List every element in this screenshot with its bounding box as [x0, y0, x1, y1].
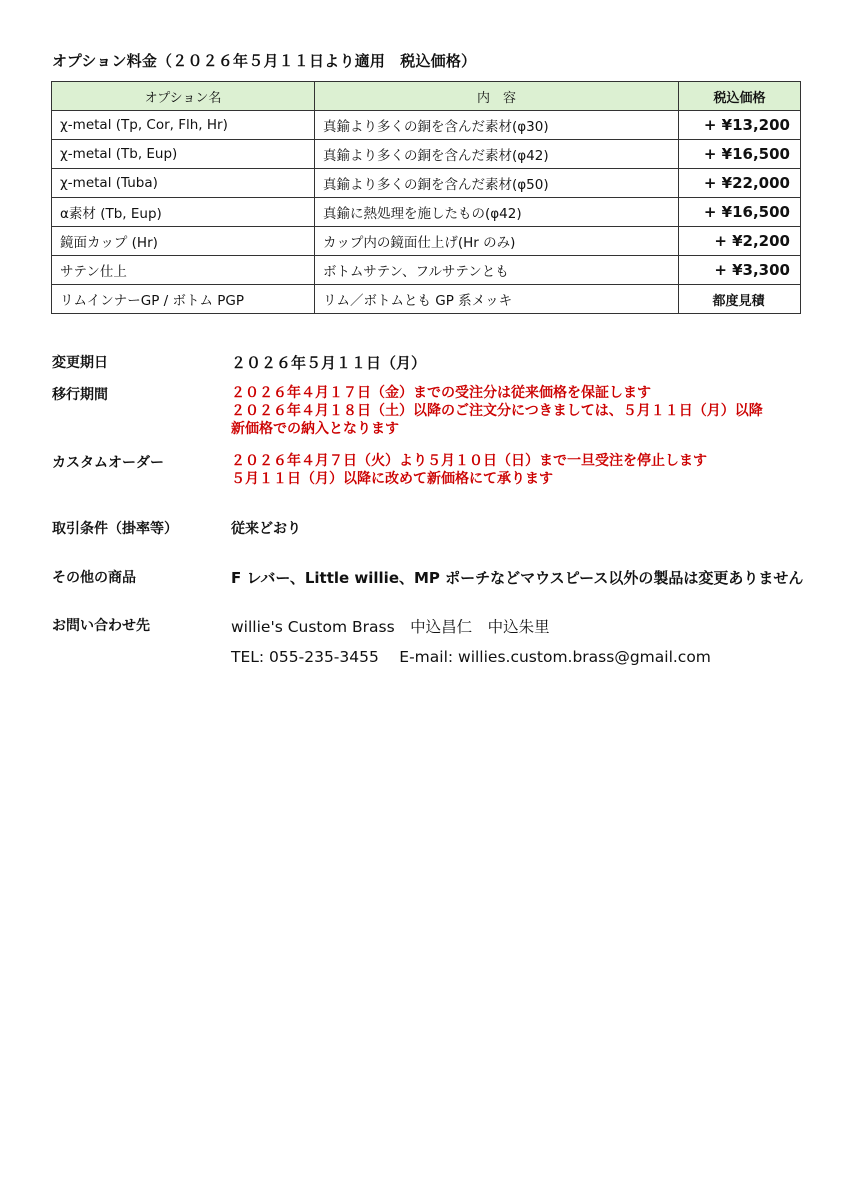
table-row — [52, 256, 801, 285]
transition-line-1: ２０２６年４月１７日（金）までの受注分は従来価格を保証します — [231, 385, 651, 401]
option-price-cell: + ¥13,200 — [679, 111, 801, 140]
table-row — [52, 169, 801, 198]
transition-label: 移行期間 — [52, 387, 108, 403]
other-products-value: F レバー、Little willie、MP ポーチなどマウスピース以外の製品は変更ありません — [231, 569, 804, 587]
change-date-value: ２０２６年５月１１日（月） — [231, 354, 427, 372]
table-row — [52, 198, 801, 227]
table-row — [52, 140, 801, 169]
other-products-label: その他の商品 — [52, 570, 136, 586]
option-desc-cell: 真鍮より多くの銅を含んだ素材(φ30) — [315, 111, 679, 140]
option-name-cell: χ-metal (Tb, Eup) — [52, 140, 315, 169]
trade-terms-label: 取引条件（掛率等） — [52, 521, 178, 537]
header-content: 内 容 — [315, 82, 679, 111]
option-desc-cell: カップ内の鏡面仕上げ(Hr のみ) — [315, 227, 679, 256]
option-desc-cell: 真鍮に熱処理を施したもの(φ42) — [315, 198, 679, 227]
option-name-cell: χ-metal (Tp, Cor, Flh, Hr) — [52, 111, 315, 140]
option-name-cell: χ-metal (Tuba) — [52, 169, 315, 198]
option-desc-cell: 真鍮より多くの銅を含んだ素材(φ50) — [315, 169, 679, 198]
table-header-row — [52, 82, 801, 111]
transition-line-2: ２０２６年４月１８日（土）以降のご注文分につきましては、５月１１日（月）以降 — [231, 403, 763, 419]
header-price: 税込価格 — [679, 82, 801, 111]
option-price-table — [51, 81, 801, 314]
option-name-cell: サテン仕上 — [52, 256, 315, 285]
table-row — [52, 285, 801, 314]
option-desc-cell: 真鍮より多くの銅を含んだ素材(φ42) — [315, 140, 679, 169]
change-date-label: 変更期日 — [52, 355, 108, 371]
option-price-cell: + ¥3,300 — [679, 256, 801, 285]
transition-line-3: 新価格での納入となります — [231, 421, 399, 437]
option-desc-cell: ボトムサテン、フルサテンとも — [315, 256, 679, 285]
option-price-cell: + ¥2,200 — [679, 227, 801, 256]
option-price-cell: + ¥22,000 — [679, 169, 801, 198]
table-row — [52, 111, 801, 140]
trade-terms-value: 従来どおり — [231, 521, 301, 537]
option-price-cell: + ¥16,500 — [679, 198, 801, 227]
option-price-cell: + ¥16,500 — [679, 140, 801, 169]
custom-order-text — [231, 452, 707, 488]
option-name-cell: 鏡面カップ (Hr) — [52, 227, 315, 256]
table-row — [52, 227, 801, 256]
option-name-cell: リムインナーGP / ボトム PGP — [52, 285, 315, 314]
contact-details: TEL: 055-235-3455 E-mail: willies.custom.brass@gmail.com — [231, 648, 711, 666]
header-option-name: オプション名 — [52, 82, 315, 111]
option-desc-cell: リム／ボトムとも GP 系メッキ — [315, 285, 679, 314]
transition-text — [231, 384, 763, 438]
custom-order-label: カスタムオーダー — [52, 455, 164, 471]
option-name-cell: α素材 (Tb, Eup) — [52, 198, 315, 227]
page-title: オプション料金（２０２６年５月１１日より適用 税込価格） — [52, 52, 477, 70]
contact-label: お問い合わせ先 — [52, 618, 150, 634]
custom-order-line-1: ２０２６年４月７日（火）より５月１０日（日）まで一旦受注を停止します — [231, 453, 707, 469]
contact-name: willie's Custom Brass 中込昌仁 中込朱里 — [231, 618, 550, 636]
option-price-cell: 都度見積 — [679, 285, 801, 314]
custom-order-line-2: ５月１１日（月）以降に改めて新価格にて承ります — [231, 471, 553, 487]
